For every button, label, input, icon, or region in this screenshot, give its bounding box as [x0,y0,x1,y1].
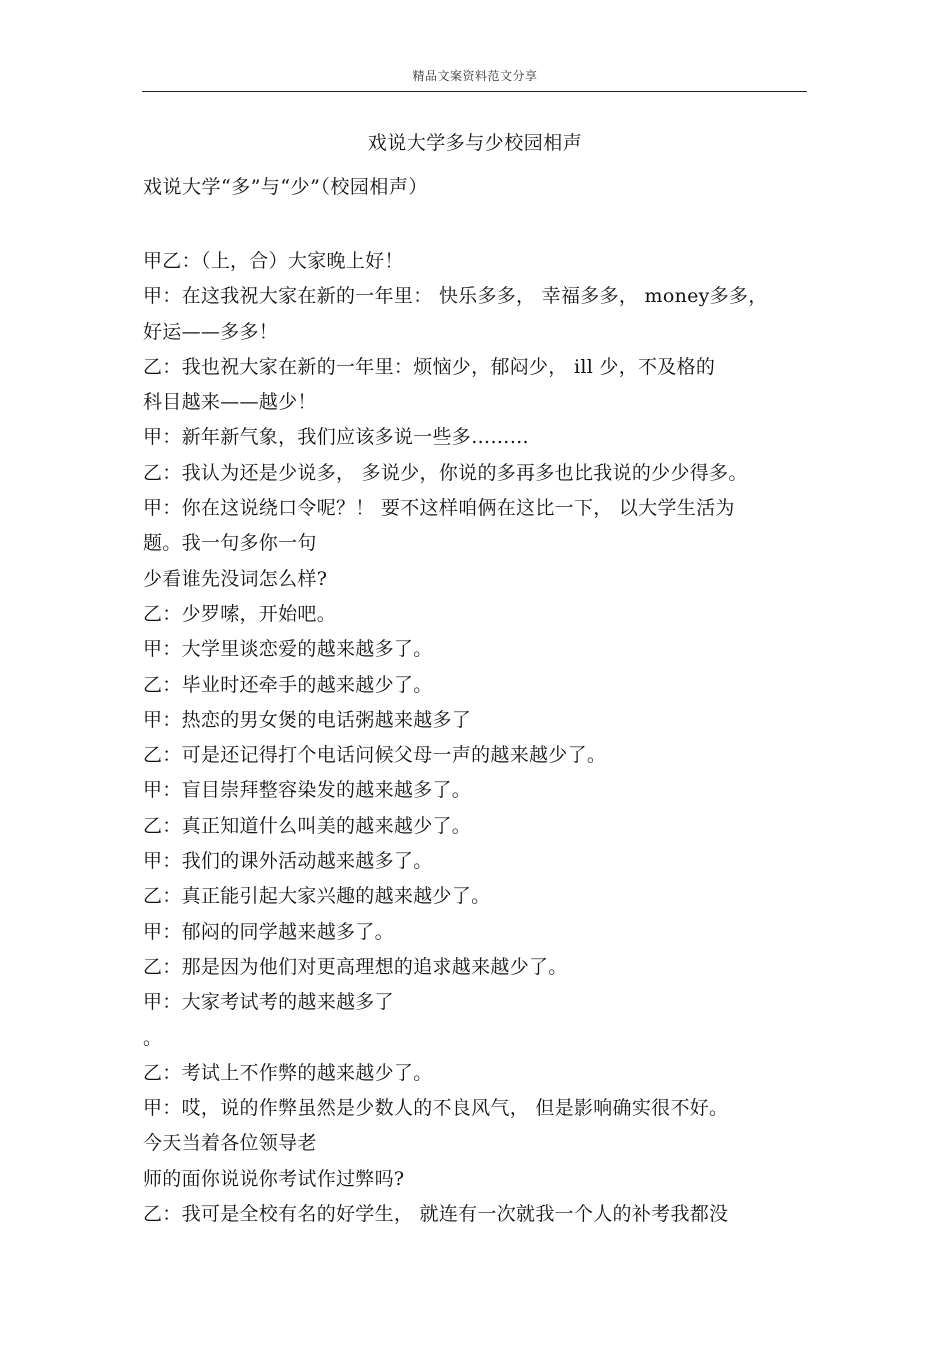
dialogue-line: 乙：可是还记得打个电话问候父母一声的越来越少了。 [143,744,607,767]
dialogue-line: 乙：少罗嗦，开始吧。 [143,602,337,625]
dialogue-line: 科目越来——越少！ [143,391,317,414]
dialogue-line: 甲：在这我祝大家在新的一年里： 快乐多多， 幸福多多， money多多， [143,285,768,308]
document-subtitle: 戏说大学“多”与“少”（校园相声） [143,176,428,198]
dialogue-line: 甲：你在这说绕口令呢？！ 要不这样咱俩在这比一下， 以大学生活为 [143,497,735,520]
dialogue-line: 乙：我可是全校有名的好学生， 就连有一次就我一个人的补考我都没 [143,1203,729,1226]
dialogue-line: 乙：考试上不作弊的越来越少了。 [143,1061,433,1084]
dialogue-body [143,244,803,1232]
dialogue-line: 今天当着各位领导老 [143,1132,317,1155]
dialogue-line: 乙：真正知道什么叫美的越来越少了。 [143,814,472,837]
dialogue-line: 师的面你说说你考试作过弊吗? [143,1167,405,1190]
dialogue-line: 少看谁先没词怎么样? [143,567,328,590]
document-title: 戏说大学多与少校园相声 [367,132,583,154]
dialogue-line: 题。我一句多你一句 [143,532,317,555]
dialogue-line: 甲：大学里谈恋爱的越来越多了。 [143,638,433,661]
dialogue-line: 甲：新年新气象，我们应该多说一些多……… [143,426,530,449]
dialogue-line: 甲：郁闷的同学越来越多了。 [143,920,394,943]
dialogue-line: 甲乙：（上，合）大家晚上好！ [143,250,404,272]
dialogue-line: 乙：毕业时还牵手的越来越少了。 [143,673,433,696]
dialogue-line: 甲：热恋的男女煲的电话粥越来越多了 [143,708,472,731]
dialogue-line: 乙：那是因为他们对更高理想的追求越来越少了。 [143,955,568,978]
dialogue-line: 乙：我也祝大家在新的一年里：烦恼少，郁闷少， ill 少，不及格的 [143,355,716,378]
header-divider [142,91,807,92]
dialogue-line: 甲：盲目崇拜整容染发的越来越多了。 [143,779,472,802]
dialogue-line: 甲：我们的课外活动越来越多了。 [143,850,433,873]
dialogue-line: 好运——多多！ [143,320,279,343]
page-header: 精品文案资料范文分享 [412,69,538,83]
dialogue-line: 。 [143,1026,163,1049]
dialogue-line: 乙：真正能引起大家兴趣的越来越少了。 [143,885,491,908]
dialogue-line: 甲：大家考试考的越来越多了 [143,991,394,1014]
dialogue-line: 乙：我认为还是少说多， 多说少，你说的多再多也比我说的少少得多。 [143,461,748,484]
dialogue-line: 甲：哎，说的作弊虽然是少数人的不良风气， 但是影响确实很不好。 [143,1097,729,1120]
